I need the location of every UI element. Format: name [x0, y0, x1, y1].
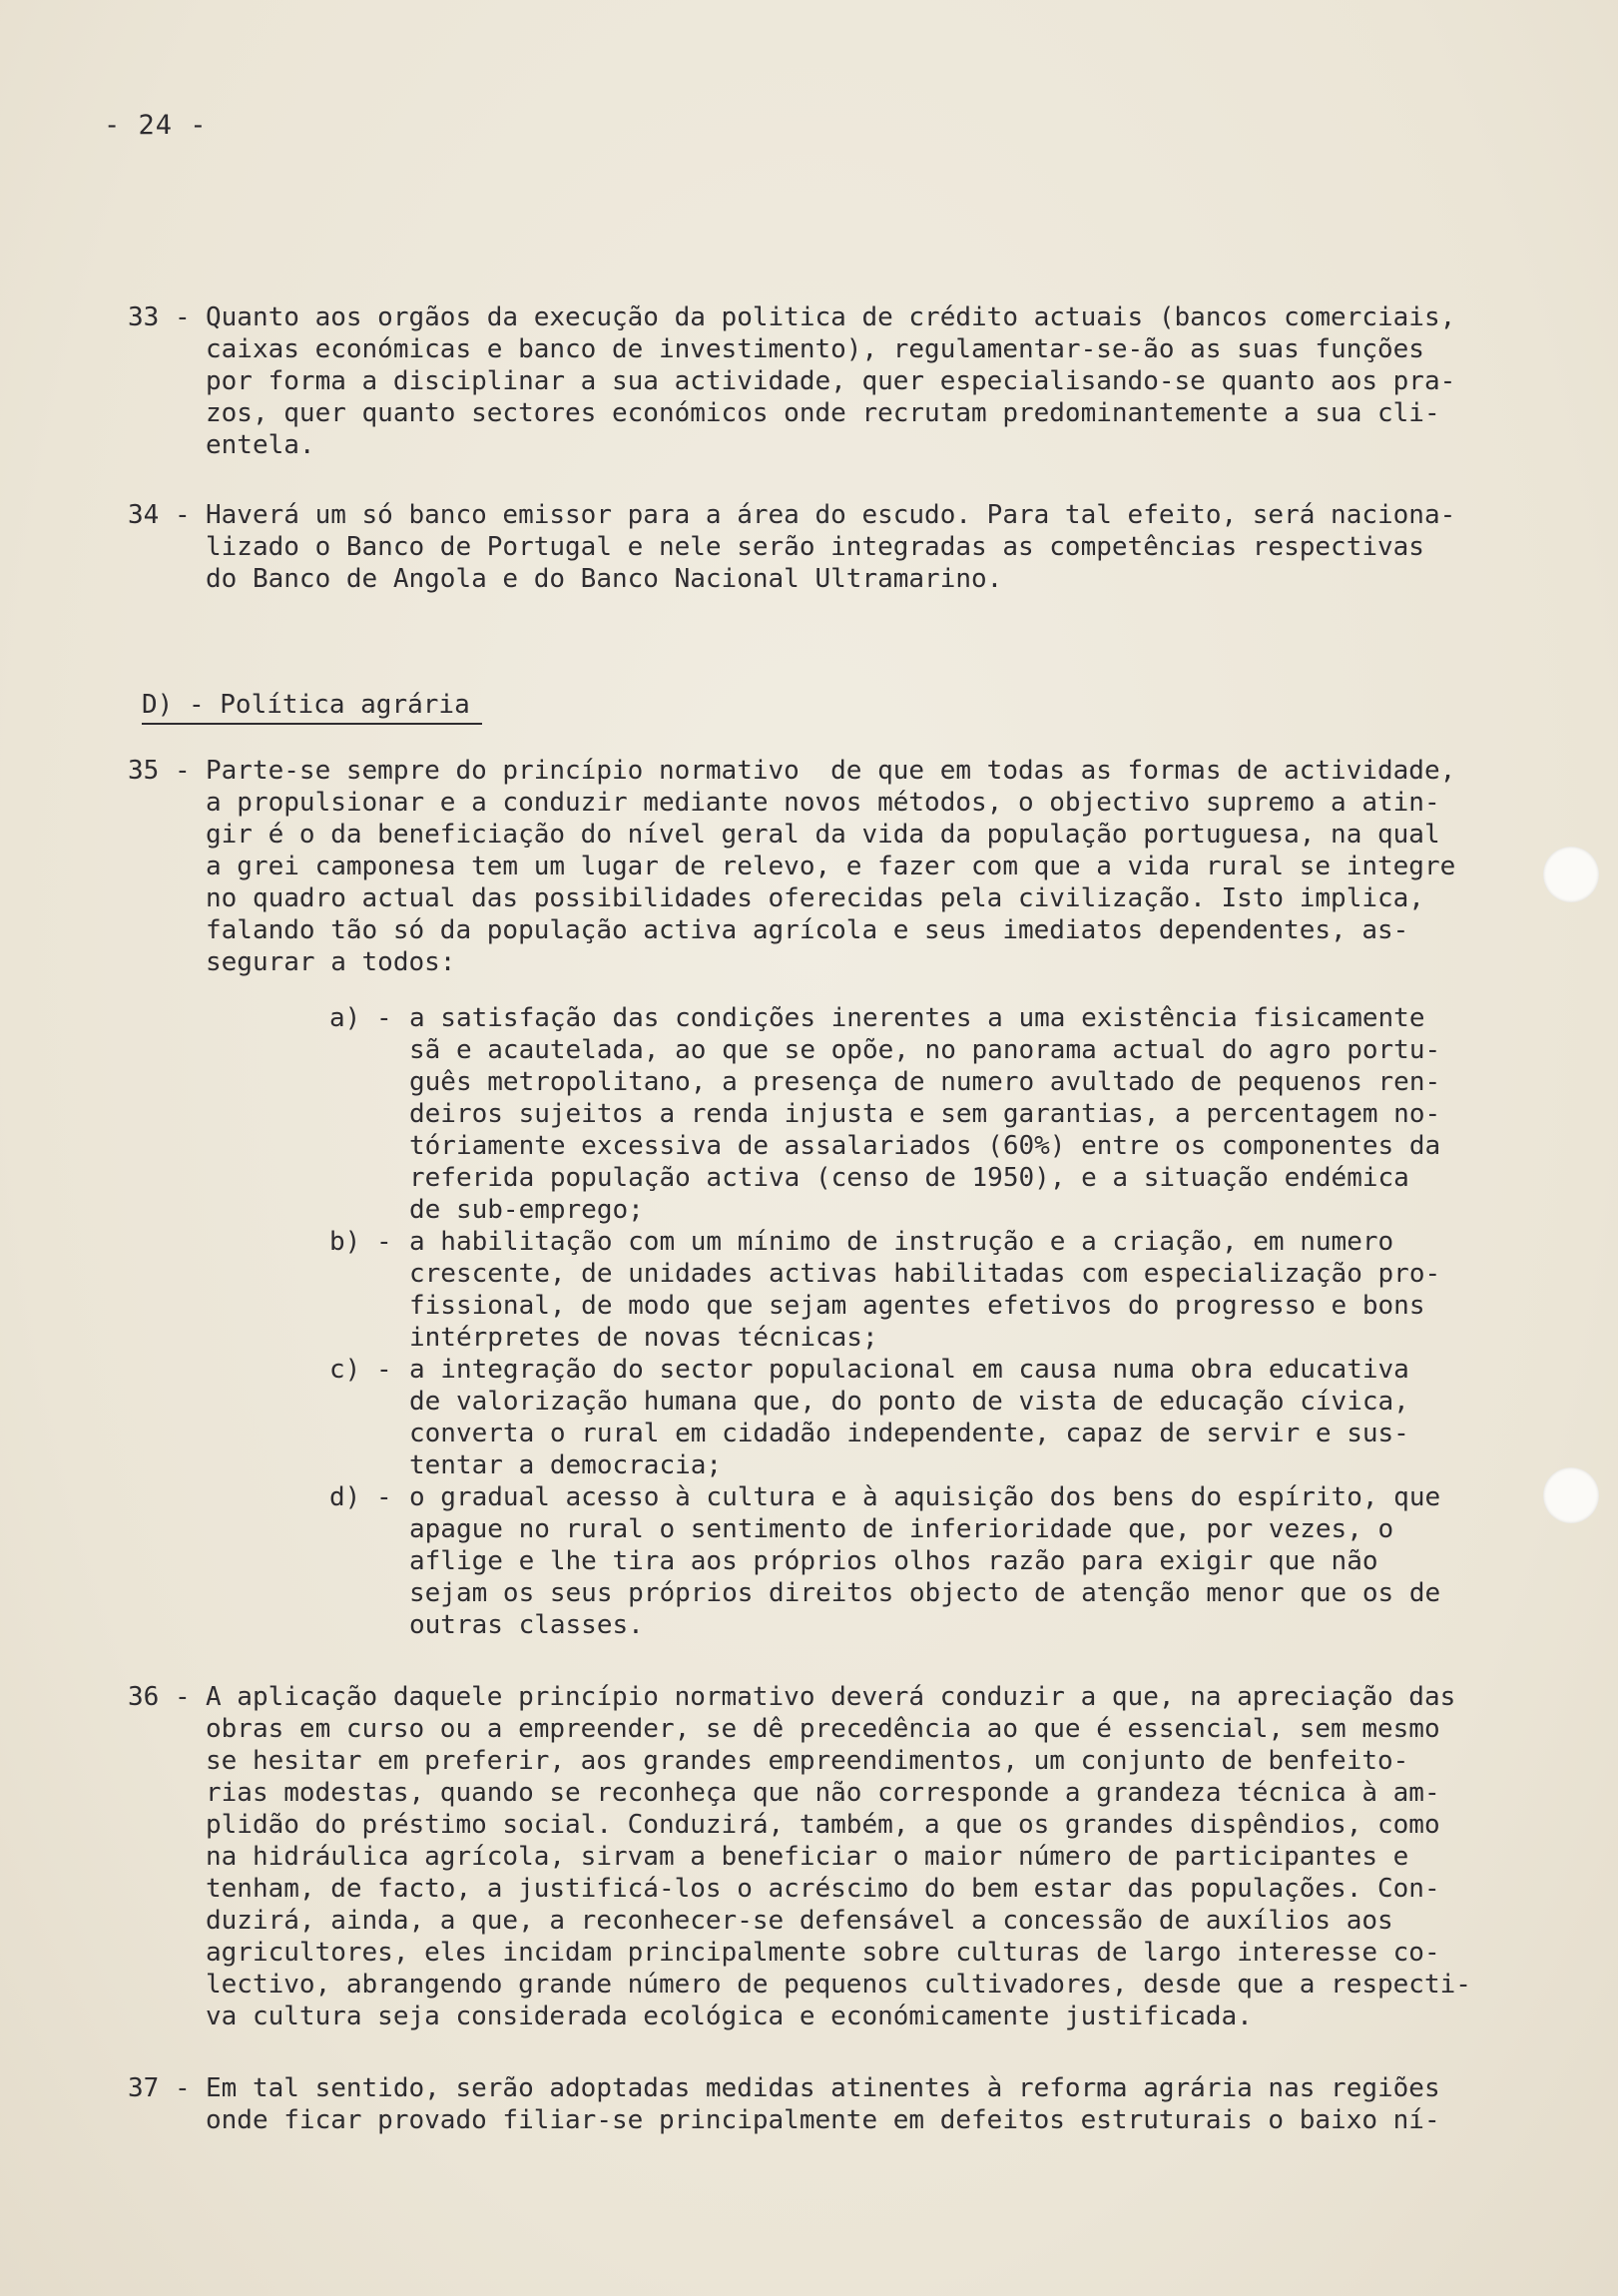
text-line: do Banco de Angola e do Banco Nacional Ultramarino. [206, 564, 1003, 594]
text-line: lizado o Banco de Portugal e nele serão integradas as competências respectivas [206, 532, 1424, 562]
text-line: va cultura seja considerada ecológica e económicamente justificada. [206, 2002, 1253, 2031]
text-line: onde ficar provado filiar-se principalmente em defeitos estruturais o baixo ní- [206, 2105, 1440, 2135]
text-line: zos, quer quanto sectores económicos onde recrutam predominantemente a sua cli- [206, 398, 1440, 428]
text-line: tóriamente excessiva de assalariados (60%) entre os componentes da [409, 1131, 1441, 1161]
text-line: agricultores, eles incidam principalmente sobre culturas de largo interesse co- [206, 1938, 1440, 1968]
punch-hole [1543, 1467, 1599, 1523]
paragraph-number: 35 - [128, 756, 191, 786]
text-line: aflige e lhe tira aos próprios olhos razão para exigir que não [409, 1546, 1378, 1576]
text-line: caixas económicas e banco de investimento), regulamentar-se-ão as suas funções [206, 334, 1424, 364]
sub-item-d [329, 1481, 1477, 1641]
text-line: a habilitação com um mínimo de instrução e a criação, em numero [409, 1227, 1394, 1257]
text-line: sejam os seus próprios direitos objecto de atenção menor que os de [409, 1578, 1441, 1608]
text-line: duzirá, ainda, a que, a reconhecer-se defensável a concessão de auxílios aos [206, 1906, 1393, 1936]
paragraph-37 [128, 2072, 1475, 2136]
text-line: lectivo, abrangendo grande número de pequenos cultivadores, desde que a respecti- [206, 1970, 1471, 2000]
text-line: gir é o da beneficiação do nível geral da vida da população portuguesa, na qual [206, 820, 1440, 850]
paragraph-number: 33 - [128, 302, 191, 332]
text-line: segurar a todos: [206, 947, 456, 977]
text-line: a grei camponesa tem um lugar de relevo, e fazer com que a vida rural se integre [206, 852, 1456, 881]
text-line: referida população activa (censo de 1950), e a situação endémica [409, 1163, 1409, 1193]
text-line: falando tão só da população activa agrícola e seus imediatos dependentes, as- [206, 915, 1409, 945]
paragraph-33 [128, 301, 1475, 461]
sub-item-a [329, 1002, 1477, 1226]
text-line: apague no rural o sentimento de inferioridade que, por vezes, o [409, 1514, 1394, 1544]
text-line: a propulsionar e a conduzir mediante novos métodos, o objectivo supremo a atin- [206, 788, 1440, 818]
sub-item-letter: b) - [329, 1227, 392, 1257]
text-line: deiros sujeitos a renda injusta e sem garantias, a percentagem no- [409, 1099, 1441, 1129]
text-line: a integração do sector populacional em causa numa obra educativa [409, 1355, 1409, 1385]
sub-item-letter: d) - [329, 1482, 392, 1512]
text-line: a satisfação das condições inerentes a uma existência fisicamente [409, 1003, 1425, 1033]
text-line: fissional, de modo que sejam agentes efetivos do progresso e bons [409, 1291, 1425, 1321]
text-line: tentar a democracia; [409, 1450, 723, 1480]
paragraph-number: 36 - [128, 1682, 191, 1712]
sub-item-letter: a) - [329, 1003, 392, 1033]
text-line: A aplicação daquele princípio normativo deverá conduzir a que, na apreciação das [206, 1682, 1456, 1712]
text-line: de sub-emprego; [409, 1195, 644, 1225]
text-line: de valorização humana que, do ponto de vista de educação cívica, [409, 1387, 1409, 1417]
text-line: Em tal sentido, serão adoptadas medidas atinentes à reforma agrária nas regiões [206, 2073, 1440, 2103]
text-line: na hidráulica agrícola, sirvam a beneficiar o maior número de participantes e [206, 1842, 1409, 1872]
punch-hole [1543, 847, 1599, 902]
paragraph-number: 37 - [128, 2073, 191, 2103]
text-line: Quanto aos orgãos da execução da politica de crédito actuais (bancos comerciais, [206, 302, 1456, 332]
paragraph-34 [128, 499, 1475, 595]
text-line: Parte-se sempre do princípio normativo de que em todas as formas de actividade, [206, 756, 1456, 786]
text-line: plidão do préstimo social. Conduzirá, também, a que os grandes dispêndios, como [206, 1810, 1440, 1840]
text-line: outras classes. [409, 1610, 644, 1640]
text-line: guês metropolitano, a presença de numero avultado de pequenos ren- [409, 1067, 1441, 1097]
page-number: - 24 - [104, 110, 208, 141]
text-line: Haverá um só banco emissor para a área do escudo. Para tal efeito, será naciona- [206, 500, 1456, 530]
text-line: se hesitar em preferir, aos grandes empreendimentos, um conjunto de benfeito- [206, 1746, 1409, 1776]
text-line: no quadro actual das possibilidades oferecidas pela civilização. Isto implica, [206, 883, 1424, 913]
text-line: tenham, de facto, a justificá-los o acréscimo do bem estar das populações. Con- [206, 1874, 1440, 1904]
text-line: rias modestas, quando se reconheça que não corresponde a grandeza técnica à am- [206, 1778, 1440, 1808]
sub-item-c [329, 1354, 1477, 1481]
text-line: crescente, de unidades activas habilitadas com especialização pro- [409, 1259, 1441, 1289]
text-line: entela. [206, 430, 315, 460]
text-line: sã e acautelada, ao que se opõe, no panorama actual do agro portu- [409, 1035, 1441, 1065]
text-line: obras em curso ou a empreender, se dê precedência ao que é essencial, sem mesmo [206, 1714, 1440, 1744]
text-line: o gradual acesso à cultura e à aquisição dos bens do espírito, que [409, 1482, 1441, 1512]
section-heading: D) - Política agrária [142, 689, 482, 725]
sub-item-letter: c) - [329, 1355, 392, 1385]
sub-item-b [329, 1226, 1477, 1354]
paragraph-35 [128, 755, 1475, 978]
paragraph-36 [128, 1681, 1475, 2032]
text-line: intérpretes de novas técnicas; [409, 1323, 878, 1353]
text-line: converta o rural em cidadão independente, capaz de servir e sus- [409, 1419, 1409, 1448]
text-line: por forma a disciplinar a sua actividade, quer especialisando-se quanto aos pra- [206, 366, 1456, 396]
paragraph-number: 34 - [128, 500, 191, 530]
